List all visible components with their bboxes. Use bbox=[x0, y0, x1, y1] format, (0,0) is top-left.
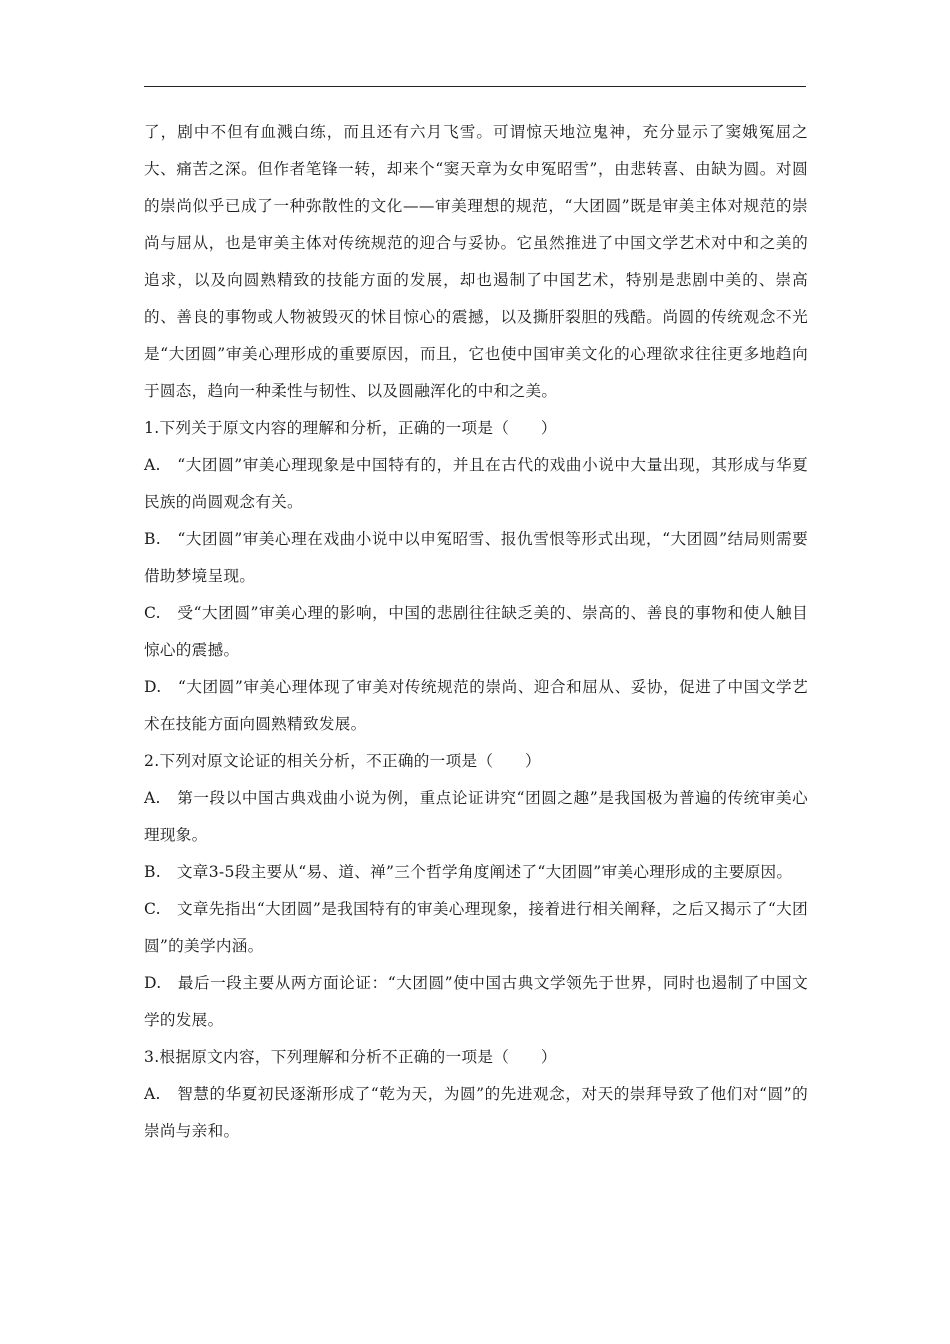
option-c: C. 文章先指出“大团圆”是我国特有的审美心理现象，接着进行相关阐释，之后又揭示了“大团圆”的美学内涵。 bbox=[144, 900, 808, 955]
question-stem: 1.下列关于原文内容的理解和分析，正确的一项是（ ） bbox=[144, 419, 557, 437]
header-rule bbox=[144, 86, 806, 87]
question-3 bbox=[144, 1039, 808, 1150]
question-1 bbox=[144, 410, 808, 743]
document-body bbox=[144, 114, 808, 1150]
option-b: B. “大团圆”审美心理在戏曲小说中以申冤昭雪、报仇雪恨等形式出现，“大团圆”结局则需要借助梦境呈现。 bbox=[144, 530, 808, 585]
option-a: A. “大团圆”审美心理现象是中国特有的，并且在古代的戏曲小说中大量出现，其形成与华夏民族的尚圆观念有关。 bbox=[144, 456, 808, 511]
option-a: A. 第一段以中国古典戏曲小说为例，重点论证讲究“团圆之趣”是我国极为普遍的传统审美心理现象。 bbox=[144, 789, 808, 844]
question-stem: 2.下列对原文论证的相关分析，不正确的一项是（ ） bbox=[144, 752, 541, 770]
question-2 bbox=[144, 743, 808, 1039]
option-d: D. “大团圆”审美心理体现了审美对传统规范的崇尚、迎合和屈从、妥协，促进了中国文学艺术在技能方面向圆熟精致发展。 bbox=[144, 678, 808, 733]
option-a: A. 智慧的华夏初民逐渐形成了“乾为天，为圆”的先进观念，对天的崇拜导致了他们对“圆”的崇尚与亲和。 bbox=[144, 1085, 808, 1140]
passage-paragraph: 了，剧中不但有血溅白练，而且还有六月飞雪。可谓惊天地泣鬼神，充分显示了窦娥冤屈之大、痛苦之深。但作者笔锋一转，却来个“窦天章为女申冤昭雪”，由悲转喜、由缺为圆。对圆的崇尚似乎已成了一种弥散性的文化——审美理想的规范，“大团圆”既是审美主体对规范的崇尚与屈从，也是审美主体对传统规范的迎合与妥协。它虽然推进了中国文学艺术对中和之美的追求，以及向圆熟精致的技能方面的发展，却也遏制了中国艺术，特别是悲剧中美的、崇高的、善良的事物或人物被毁灭的怵目惊心的震撼，以及撕肝裂胆的残酷。尚圆的传统观念不光是“大团圆”审美心理形成的重要原因，而且，它也使中国审美文化的心理欲求往往更多地趋向于圆态，趋向一种柔性与韧性、以及圆融浑化的中和之美。 bbox=[144, 123, 808, 400]
option-b: B. 文章3-5段主要从“易、道、禅”三个哲学角度阐述了“大团圆”审美心理形成的主要原因。 bbox=[144, 863, 793, 881]
option-c: C. 受“大团圆”审美心理的影响，中国的悲剧往往缺乏美的、崇高的、善良的事物和使人触目惊心的震撼。 bbox=[144, 604, 808, 659]
question-stem: 3.根据原文内容，下列理解和分析不正确的一项是（ ） bbox=[144, 1048, 557, 1066]
option-d: D. 最后一段主要从两方面论证：“大团圆”使中国古典文学领先于世界，同时也遏制了中国文学的发展。 bbox=[144, 974, 808, 1029]
